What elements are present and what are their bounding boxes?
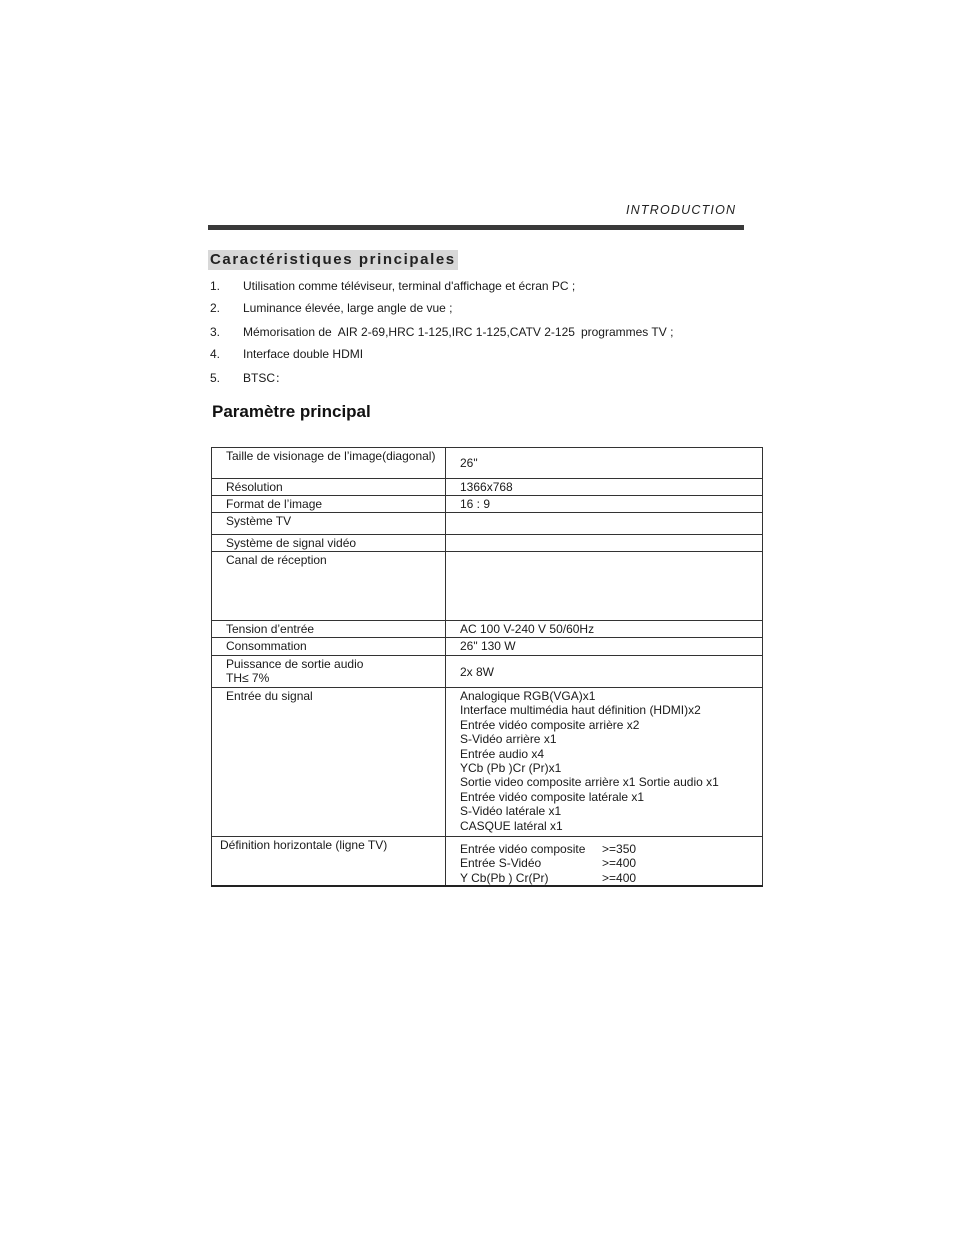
- table-row: [212, 837, 763, 887]
- resolution-input: Entrée vidéo composite: [460, 842, 586, 856]
- feature-text: Mémorisation de: [243, 325, 332, 339]
- features-heading: Caractéristiques principales: [210, 251, 456, 268]
- spec-table: [211, 447, 763, 887]
- spec-label: Tension d’entrée: [212, 621, 446, 638]
- spec-label: Canal de réception: [212, 552, 446, 621]
- spec-value: 16 : 9: [446, 496, 763, 513]
- table-row: [212, 552, 763, 621]
- spec-value: 1366x768: [446, 479, 763, 496]
- spec-label: Système TV: [212, 513, 446, 535]
- feature-text: Interface double HDMI: [243, 347, 364, 361]
- signal-input-item: Interface multimédia haut définition (HDMI)x2: [460, 703, 701, 718]
- table-row: [212, 479, 763, 496]
- resolution-pair: [460, 856, 762, 870]
- spec-value-list: [446, 688, 763, 837]
- signal-input-item: Entrée vidéo composite latérale x1: [460, 789, 645, 804]
- signal-input-item: Analogique RGB(VGA)x1: [460, 689, 596, 703]
- feature-item: [210, 347, 363, 361]
- signal-input-item: Sortie video composite arrière x1 Sortie audio x1: [460, 775, 719, 790]
- spec-label-line: Puissance de sortie audio: [226, 657, 364, 671]
- feature-text-channels: AIR 2-69,HRC 1-125,IRC 1-125,CATV 2-125: [337, 325, 575, 339]
- table-row: [212, 535, 763, 552]
- feature-text: Utilisation comme téléviseur, terminal d'affichage et écran PC ;: [243, 279, 576, 293]
- table-row: [212, 496, 763, 513]
- params-heading: Paramètre principal: [212, 402, 371, 421]
- table-row: [212, 638, 763, 656]
- feature-number: 5.: [210, 371, 221, 385]
- resolution-pair: [460, 871, 762, 885]
- table-row: [212, 448, 763, 479]
- resolution-lines: >=400: [602, 870, 637, 885]
- resolution-lines: >=400: [602, 856, 637, 871]
- spec-label: Système de signal vidéo: [212, 535, 446, 552]
- spec-value: 26" 130 W: [446, 638, 763, 656]
- page-header-title: INTRODUCTION: [626, 203, 737, 217]
- resolution-input: Y Cb(Pb ) Cr(Pr): [460, 870, 549, 885]
- signal-input-item: YCb (Pb )Cr (Pr)x1: [460, 761, 562, 776]
- spec-label: Entrée du signal: [212, 688, 446, 837]
- feature-number: 3.: [210, 325, 221, 339]
- spec-label-line: TH⁣≤ 7%: [226, 671, 270, 686]
- feature-text-suffix: programmes TV ;: [580, 325, 674, 339]
- header-divider: [208, 225, 744, 230]
- resolution-lines: >=350: [602, 842, 637, 856]
- table-row: [212, 688, 763, 837]
- feature-item: [210, 301, 452, 315]
- spec-value: [446, 552, 763, 621]
- spec-value: 2x 8W: [446, 656, 763, 688]
- feature-number: 4.: [210, 347, 221, 361]
- feature-text: Luminance élevée, large angle de vue ;: [243, 301, 453, 315]
- signal-input-item: Entrée audio x4: [460, 746, 545, 761]
- spec-value: 26": [446, 448, 763, 479]
- feature-text: BTSC：: [243, 371, 288, 385]
- spec-label: Format de l’image: [212, 496, 446, 513]
- feature-item: [210, 279, 575, 293]
- spec-label: Taille de visionage de l’image(diagonal): [212, 448, 446, 479]
- feature-number: 2.: [210, 301, 221, 315]
- feature-number: 1.: [210, 279, 221, 293]
- resolution-input: Entrée S-Vidéo: [460, 856, 542, 871]
- table-row: [212, 513, 763, 535]
- spec-label: [212, 656, 446, 688]
- table-row: [212, 656, 763, 688]
- signal-input-item: CASQUE latéral x1: [460, 818, 563, 833]
- signal-input-item: Entrée vidéo composite arrière x2: [460, 717, 640, 732]
- table-row: [212, 621, 763, 638]
- spec-label: Consommation: [212, 638, 446, 656]
- spec-label: Résolution: [212, 479, 446, 496]
- feature-item: [210, 369, 287, 386]
- signal-input-item: S-Vidéo latérale x1: [460, 804, 562, 819]
- resolution-pair: [460, 842, 762, 856]
- feature-item: [210, 325, 673, 339]
- signal-input-item: S-Vidéo arrière x1: [460, 732, 557, 747]
- spec-value: AC 100 V-240 V 50/60Hz: [446, 621, 763, 638]
- spec-value: [446, 535, 763, 552]
- spec-label: Définition horizontale (ligne TV): [212, 837, 446, 887]
- spec-value: [446, 513, 763, 535]
- spec-value-list: [446, 837, 763, 887]
